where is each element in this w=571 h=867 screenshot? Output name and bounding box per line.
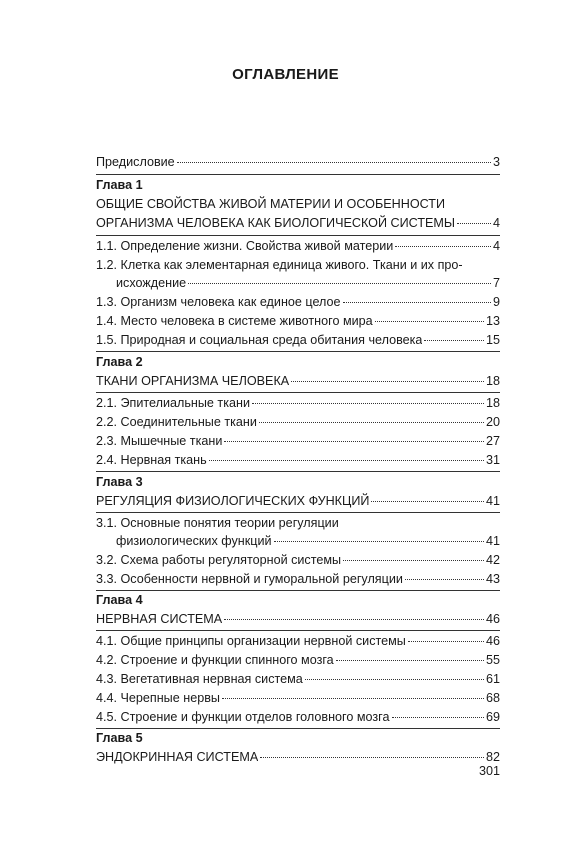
entry-text: 1.3. Организм человека как единое целое [96,295,341,309]
chapter-title: ТКАНИ ОРГАНИЗМА ЧЕЛОВЕКА [96,374,290,388]
toc-entry [96,414,500,430]
leader-dots [209,460,484,461]
leader-dots [336,660,484,661]
leader-dots [259,422,484,423]
leader-dots [260,757,484,758]
divider [96,630,500,631]
entry-page: 15 [485,333,500,347]
entry-text: 2.3. Мышечные ткани [96,434,223,448]
toc-entry-chapter [96,493,500,509]
divider [96,392,500,393]
entry-page: 68 [485,691,500,705]
toc-entry [96,671,500,687]
toc-entry-chapter [96,749,500,765]
entry-text: 1.4. Место человека в системе животного мира [96,314,373,328]
entry-text: 4.4. Черепные нервы [96,691,220,705]
divider [96,471,500,472]
entry-page: 46 [485,612,500,626]
toc-entry [96,313,500,329]
entry-page: 18 [485,374,500,388]
leader-dots [392,717,484,718]
entry-text: 4.3. Вегетативная нервная система [96,672,303,686]
entry-text: 2.2. Соединительные ткани [96,415,257,429]
entry-text: 3.3. Особенности нервной и гуморальной регуляции [96,572,403,586]
entry-text: исхождение [116,276,187,290]
chapter-label: Глава 3 [96,475,143,489]
entry-text: Предисловие [96,155,175,169]
toc-entry-chapter [96,373,500,389]
chapter-label: Глава 2 [96,355,143,369]
entry-page: 13 [485,314,500,328]
leader-dots [222,698,484,699]
entry-text: 1.2. Клетка как элементарная единица живого. Ткани и их про- [96,258,463,272]
divider [96,235,500,236]
chapter-title: ОРГАНИЗМА ЧЕЛОВЕКА КАК БИОЛОГИЧЕСКОЙ СИСТЕМЫ [96,216,456,230]
entry-page: 55 [485,653,500,667]
leader-dots [405,579,484,580]
toc-entry-chapter [96,611,500,627]
entry-page: 82 [485,750,500,764]
toc-entry [96,652,500,668]
chapter-title: ОБЩИЕ СВОЙСТВА ЖИВОЙ МАТЕРИИ И ОСОБЕННОСТИ [96,197,446,211]
entry-page: 61 [485,672,500,686]
leader-dots [408,641,484,642]
leader-dots [291,381,484,382]
toc-entry [96,294,500,310]
entry-text: 4.5. Строение и функции отделов головного мозга [96,710,390,724]
entry-text: 1.1. Определение жизни. Свойства живой материи [96,239,394,253]
entry-text: физиологических функций [116,534,272,548]
leader-dots [177,162,491,163]
chapter-title: ЭНДОКРИННАЯ СИСТЕМА [96,750,259,764]
entry-text: 4.2. Строение и функции спинного мозга [96,653,334,667]
toc-heading: ОГЛАВЛЕНИЕ [232,66,339,83]
toc-entry [96,238,500,254]
entry-text: 1.5. Природная и социальная среда обитания человека [96,333,423,347]
divider [96,590,500,591]
entry-page: 4 [492,216,500,230]
toc-entry [96,332,500,348]
divider [96,728,500,729]
leader-dots [375,321,484,322]
entry-text: 3.2. Схема работы регуляторной системы [96,553,342,567]
chapter-label: Глава 1 [96,178,143,192]
leader-dots [424,340,484,341]
entry-page: 46 [485,634,500,648]
leader-dots [343,302,491,303]
entry-page: 31 [485,453,500,467]
chapter-title: НЕРВНАЯ СИСТЕМА [96,612,223,626]
entry-page: 4 [492,239,500,253]
toc-entry [96,552,500,568]
toc-entry [96,633,500,649]
entry-text: 2.1. Эпителиальные ткани [96,396,250,410]
leader-dots [252,403,484,404]
entry-page: 9 [492,295,500,309]
toc-entry [96,452,500,468]
toc-entry-preface [96,154,500,170]
entry-page: 69 [485,710,500,724]
entry-text: 4.1. Общие принципы организации нервной системы [96,634,406,648]
toc-entry [96,395,500,411]
chapter-label: Глава 4 [96,593,143,607]
entry-text: 3.1. Основные понятия теории регуляции [96,516,339,530]
leader-dots [224,619,484,620]
toc-entry [116,275,500,291]
leader-dots [343,560,484,561]
leader-dots [371,501,484,502]
chapter-label: Глава 5 [96,731,143,745]
divider [96,512,500,513]
entry-page: 20 [485,415,500,429]
entry-page: 43 [485,572,500,586]
entry-page: 41 [485,494,500,508]
toc-entry [116,533,500,549]
entry-page: 18 [485,396,500,410]
divider [96,351,500,352]
toc-entry [96,433,500,449]
leader-dots [224,441,484,442]
toc-entry [96,571,500,587]
leader-dots [274,541,484,542]
entry-page: 42 [485,553,500,567]
chapter-title: РЕГУЛЯЦИЯ ФИЗИОЛОГИЧЕСКИХ ФУНКЦИЙ [96,494,370,508]
divider [96,174,500,175]
toc-entry [96,690,500,706]
entry-text: 2.4. Нервная ткань [96,453,207,467]
leader-dots [188,283,491,284]
leader-dots [395,246,491,247]
toc-entry-chapter [96,215,500,231]
entry-page: 7 [492,276,500,290]
leader-dots [305,679,484,680]
page-number: 301 [478,764,500,778]
entry-page: 3 [492,155,500,169]
leader-dots [457,223,491,224]
toc-entry [96,709,500,725]
entry-page: 27 [485,434,500,448]
entry-page: 41 [485,534,500,548]
